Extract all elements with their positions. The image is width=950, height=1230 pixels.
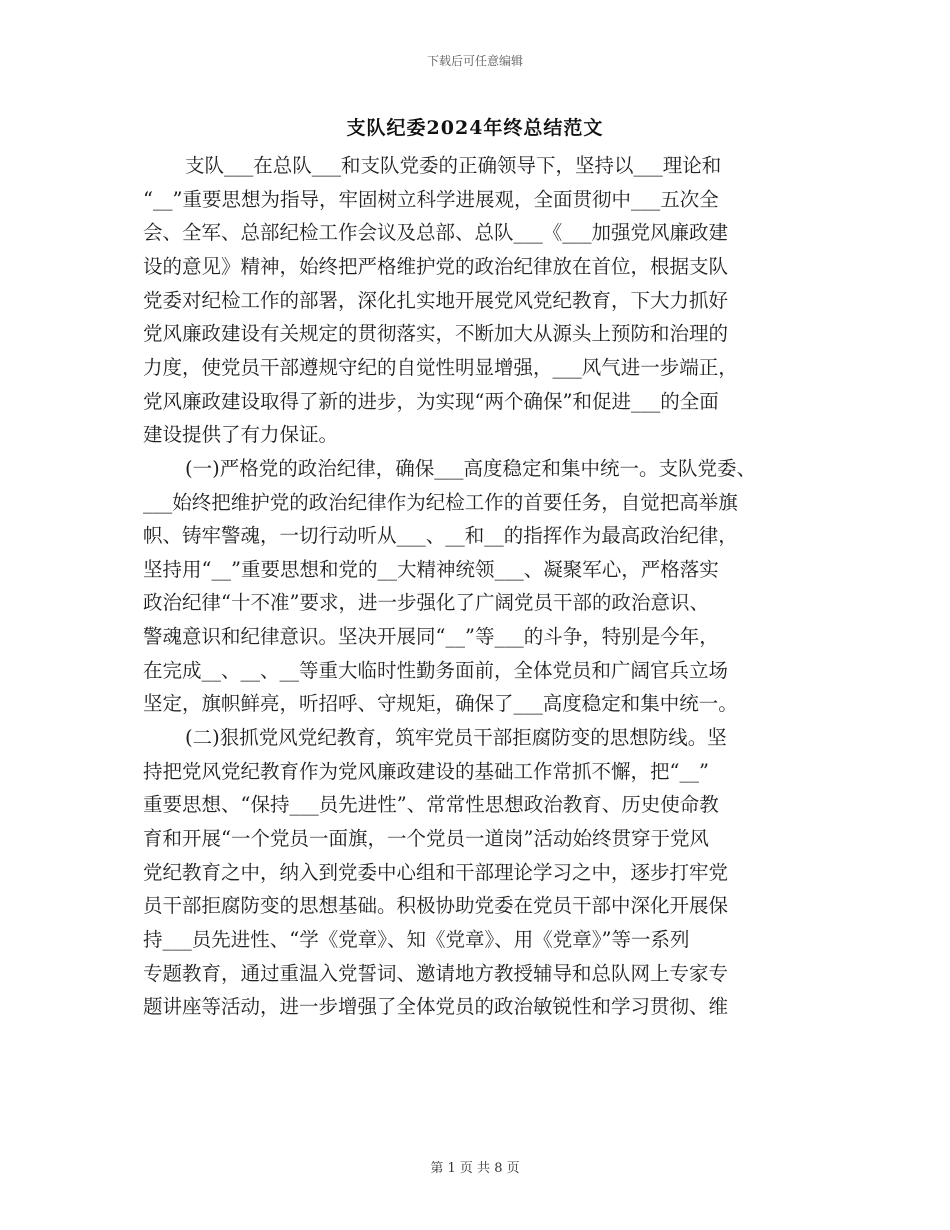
body-text-line: 会、全军、总部纪检工作会议及总部、总队___《___加强党风廉政建 (143, 221, 729, 245)
body-text-line: 重要思想、“保持___员先进性”、常常性思想政治教育、历史使命教 (143, 793, 719, 817)
document-title: 支队纪委2024年终总结范文 (346, 117, 604, 139)
body-text-line: 设的意见》精神，始终把严格维护党的政治纪律放在首位，根据支队 (143, 254, 729, 278)
body-text-line: 坚持用“__”重要思想和党的__大精神统领___、凝聚军心，严格落实 (143, 557, 719, 581)
body-text-line: (二)狠抓党风党纪教育，筑牢党员干部拒腐防变的思想防线。坚 (185, 726, 727, 750)
body-text-line: 帜、铸牢警魂，一切行动听从___、__和__的指挥作为最高政治纪律， (143, 524, 738, 548)
body-text-line: 党风廉政建设有关规定的贯彻落实，不断加大从源头上预防和治理的 (143, 322, 729, 346)
body-text-line: 党委对纪检工作的部署，深化扎实地开展党风党纪教育，下大力抓好 (143, 288, 729, 312)
body-text-line: 政治纪律“十不准”要求，进一步强化了广阔党员干部的政治意识、 (143, 591, 709, 615)
body-text-line: 持___员先进性、“学《党章》、知《党章》、用《党章》”等一系列 (143, 927, 690, 951)
body-text-line: 力度，使党员干部遵规守纪的自觉性明显增强，___风气进一步端正， (143, 355, 738, 379)
body-text-line: 警魂意识和纪律意识。坚决开展同“__”等___的斗争，特别是今年， (143, 625, 719, 649)
body-text-line: 建设提供了有力保证。 (143, 423, 339, 447)
body-text-line: 持把党风党纪教育作为党风廉政建设的基础工作常抓不懈，把“__” (143, 759, 709, 783)
body-text-line: ___始终把维护党的政治纪律作为纪检工作的首要任务，自觉把高举旗 (143, 490, 738, 514)
body-text-line: 题讲座等活动，进一步增强了全体党员的政治敏锐性和学习贯彻、维 (143, 995, 729, 1019)
body-text-line: “__”重要思想为指导，牢固树立科学进展观，全面贯彻中___五次全 (143, 187, 719, 211)
body-text-line: (一)严格党的政治纪律，确保___高度稳定和集中统一。支队党委、 (185, 456, 756, 480)
body-text-line: 员干部拒腐防变的思想基础。积极协助党委在党员干部中深化开展保 (143, 894, 729, 918)
body-text-line: 专题教育，通过重温入党誓词、邀请地方教授辅导和总队网上专家专 (143, 961, 729, 985)
body-text-line: 在完成__、__、__等重大临时性勤务面前，全体党员和广阔官兵立场 (143, 658, 729, 682)
body-text-line: 党纪教育之中，纳入到党委中心组和干部理论学习之中，逐步打牢党 (143, 860, 729, 884)
body-text-line: 育和开展“一个党员一面旗，一个党员一道岗”活动始终贯穿于党风 (143, 827, 709, 850)
page-number: 第 1 页 共 8 页 (430, 1161, 520, 1176)
download-edit-note: 下载后可任意编辑 (426, 54, 523, 68)
body-text-line: 支队___在总队___和支队党委的正确领导下，坚持以___理论和 (185, 154, 722, 177)
body-text-line: 党风廉政建设取得了新的进步，为实现“两个确保”和促进___的全面 (143, 389, 719, 413)
body-text-line: 坚定，旗帜鲜亮，听招呼、守规矩，确保了___高度稳定和集中统一。 (143, 692, 738, 716)
